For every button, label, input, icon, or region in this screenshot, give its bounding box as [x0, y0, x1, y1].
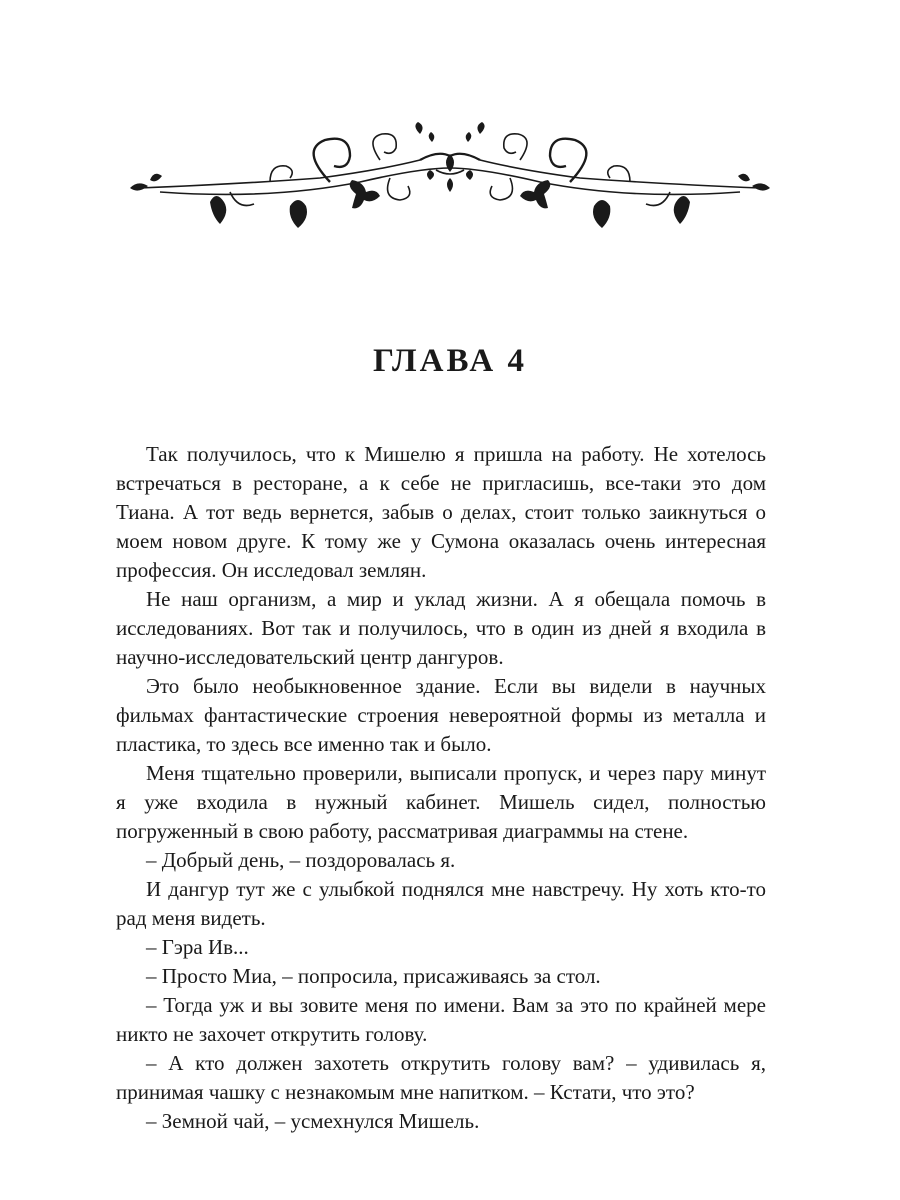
- dialogue-line: – Земной чай, – усмехнулся Мишель.: [146, 1109, 480, 1133]
- dialogue-line: – А кто должен захотеть открутить голову вам? – удивилась я, принимая чашку с незнакомым мне напитком. – Кстати, что это?: [116, 1051, 766, 1104]
- paragraph: Так получилось, что к Мишелю я пришла на работу. Не хотелось встречаться в ресторане, а к себе не пригласишь, все-таки это дом Тиана. А тот ведь вернется, забыв о делах, стоит только заикнуться о моем новом друге. К тому же у Сумона оказалась очень интересная профессия. Он исследовал землян.: [116, 442, 766, 582]
- floral-divider-icon: [120, 120, 780, 240]
- dialogue-line: – Просто Миа, – попросила, присаживаясь за стол.: [146, 964, 601, 988]
- chapter-text: [116, 440, 766, 1136]
- dialogue-line: – Добрый день, – поздоровалась я.: [146, 848, 456, 872]
- paragraph: Меня тщательно проверили, выписали пропуск, и через пару минут я уже входила в нужный кабинет. Мишель сидел, полностью погруженный в свою работу, рассматривая диаграммы на стене.: [116, 761, 766, 843]
- paragraph: И дангур тут же с улыбкой поднялся мне навстречу. Ну хоть кто-то рад меня видеть.: [116, 877, 766, 930]
- dialogue-line: – Гэра Ив...: [146, 935, 249, 959]
- paragraph: Это было необыкновенное здание. Если вы видели в научных фильмах фантастические строения невероятной формы из металла и пластика, то здесь все именно так и было.: [116, 674, 766, 756]
- paragraph: Не наш организм, а мир и уклад жизни. А я обещала помочь в исследованиях. Вот так и получилось, что в один из дней я входила в научно-исследовательский центр дангуров.: [116, 587, 766, 669]
- dialogue-line: – Тогда уж и вы зовите меня по имени. Вам за это по крайней мере никто не захочет открутить голову.: [116, 993, 766, 1046]
- chapter-title: ГЛАВА 4: [373, 343, 527, 379]
